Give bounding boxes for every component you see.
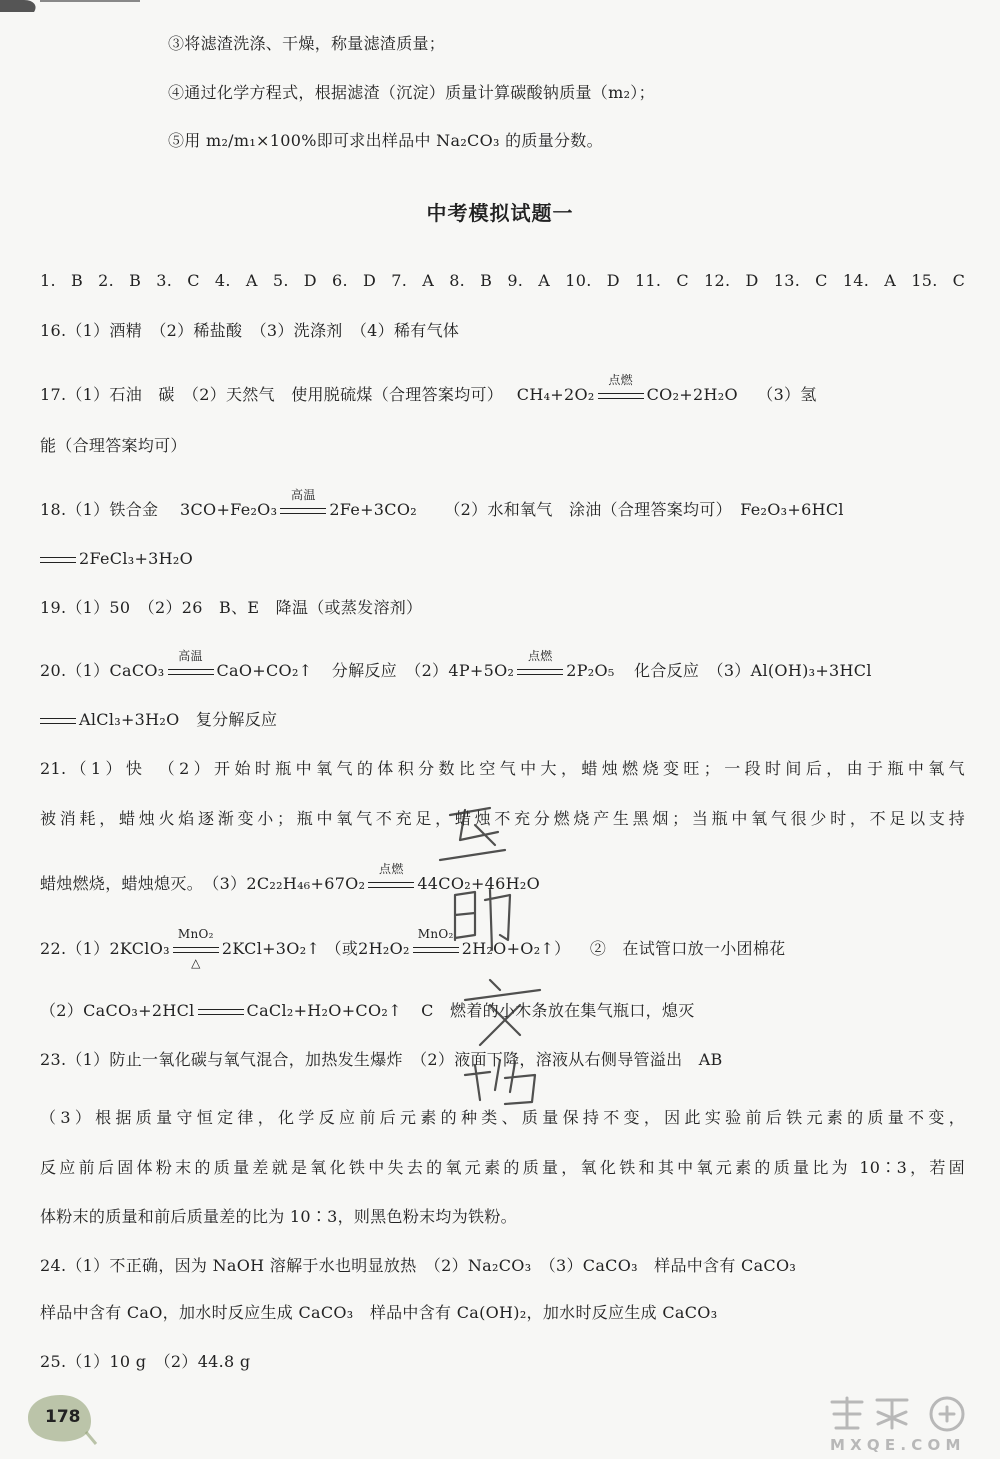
equation-20a-right: CaO+CO₂↑ (216, 661, 313, 680)
mc-answer: 14. A (842, 271, 897, 290)
reaction-catalyst: MnO₂ (417, 927, 454, 941)
section-title: 中考模拟试题一 (426, 201, 574, 225)
answer-18-line1 (40, 488, 965, 521)
reaction-arrow (280, 488, 326, 521)
equation-20a-left: CaCO₃ (109, 661, 165, 680)
answer-21-line2: 被消耗，蜡烛火焰逐渐变小；瓶中氧气不充足，蜡烛不充分燃烧产生黑烟；当瓶中氧气很少时，不足以支持 (40, 809, 965, 828)
handwritten-watermark (420, 800, 560, 1110)
reaction-catalyst: MnO₂ (177, 927, 214, 941)
mc-answer: 1. B (40, 271, 84, 290)
mc-answer: 7. A (391, 271, 435, 290)
equation-22c-left: CaCO₃+2HCl (83, 1001, 195, 1020)
reaction-arrow (168, 649, 214, 682)
answer-22-text-c: ② 在试管口放一小团棉花 (589, 939, 786, 958)
mc-answer: 12. D (704, 271, 759, 290)
equation-22b-left: 2H₂O₂ (358, 939, 410, 958)
equation-21-right: 44CO₂+46H₂O (417, 874, 541, 893)
mc-answer: 8. B (449, 271, 493, 290)
equation-18-right: 2Fe+3CO₂ (329, 500, 417, 519)
step-5: ⑤用 m₂/m₁×100%即可求出样品中 Na₂CO₃ 的质量分数。 (168, 131, 603, 150)
answer-22-text-a: 22.（1） (40, 939, 110, 958)
equation-18-left: 3CO+Fe₂O₃ (180, 500, 278, 519)
reaction-condition: 点燃 (527, 649, 553, 663)
mc-answer: 2. B (98, 271, 142, 290)
reaction-condition: 点燃 (608, 373, 633, 387)
mc-answer: 3. C (156, 271, 200, 290)
corner-decoration (0, 0, 140, 14)
answer-22-text-b: （或 (325, 939, 359, 958)
reaction-heat-symbol: △ (191, 956, 201, 970)
mc-answer: 6. D (332, 271, 377, 290)
answer-23-line1: 23.（1）防止一氧化碳与氧气混合，加热发生爆炸 （2）液面下降，溶液从右侧导管溢出 AB (40, 1050, 723, 1069)
answer-20-line1 (40, 649, 965, 682)
mc-answer: 9. A (507, 271, 551, 290)
reaction-arrow (517, 649, 563, 682)
answer-17-text-a: 17.（1）石油 碳 （2）天然气 使用脱硫煤（合理答案均可） (40, 385, 512, 404)
reaction-arrow (40, 548, 76, 570)
answer-20-text-a: 20.（1） (40, 661, 110, 680)
answer-17-text-b: （3）氢 (757, 385, 817, 404)
svg-text:M X Q E . C O M: M X Q E . C O M (830, 1436, 961, 1454)
answer-20-text-b: 分解反应 （2） (331, 661, 449, 680)
answer-24-line1: 24.（1）不正确，因为 NaOH 溶解于水也明显放热 （2）Na₂CO₃ （3）CaCO₃ 样品中含有 CaCO₃ (40, 1256, 797, 1275)
equation-22a-right: 2KCl+3O₂↑ (221, 939, 321, 958)
equation-20b-left: 4P+5O₂ (448, 661, 515, 680)
answer-17-line1 (40, 373, 965, 406)
step-4: ④通过化学方程式，根据滤渣（沉淀）质量计算碳酸钠质量（m₂）； (168, 83, 655, 102)
answer-18-text-b: （2）水和氧气 涂油（合理答案均可） Fe₂O₃+6HCl (444, 500, 844, 519)
answer-20-line2 (40, 709, 965, 731)
answer-21-line1: 21.（1）快 （2）开始时瓶中氧气的体积分数比空气中大，蜡烛燃烧变旺；一段时间后，由于瓶中氧气 (40, 759, 965, 778)
equation-20c-right: AlCl₃+3H₂O 复分解反应 (79, 710, 278, 729)
answer-21-text: 蜡烛燃烧，蜡烛熄灭。 （3） (40, 874, 247, 893)
equation-21-left: 2C₂₂H₄₆+67O₂ (246, 874, 366, 893)
answer-18-line2 (40, 548, 965, 570)
answer-18-text-a: 18.（1）铁合金 (40, 500, 175, 519)
reaction-condition: 点燃 (379, 862, 404, 876)
mc-answer: 13. C (773, 271, 828, 290)
answer-22-text-e: C 燃着的小木条放在集气瓶口，熄灭 (421, 1001, 695, 1020)
equation-17-right: CO₂+2H₂O (646, 385, 738, 404)
reaction-condition: 高温 (178, 649, 203, 663)
reaction-arrow (598, 373, 644, 406)
answer-22-text-d: （2） (40, 1001, 84, 1020)
answer-17-line2: 能（合理答案均可） (40, 436, 187, 455)
answer-23-line4: 体粉末的质量和前后质量差的比为 10∶3，则黑色粉末均为铁粉。 (40, 1207, 517, 1226)
equation-20b-right: 2P₂O₅ (566, 661, 615, 680)
equation-22a-left: 2KClO₃ (109, 939, 170, 958)
answer-24-line2: 样品中含有 CaO，加水时反应生成 CaCO₃ 样品中含有 Ca(OH)₂，加水时反应生成 CaCO₃ (40, 1303, 718, 1322)
site-logo-watermark (822, 1394, 992, 1456)
answer-23-line2: （3）根据质量守恒定律，化学反应前后元素的种类、质量保持不变，因此实验前后铁元素的质量不变， (40, 1108, 965, 1127)
equation-18b-right: 2FeCl₃+3H₂O (79, 549, 194, 568)
answer-25: 25.（1）10 g （2）44.8 g (40, 1352, 251, 1371)
mc-answer: 5. D (272, 271, 317, 290)
step-3: ③将滤渣洗涤、干燥，称量滤渣质量； (168, 34, 446, 53)
reaction-arrow (173, 927, 219, 970)
reaction-arrow (198, 1000, 244, 1022)
answer-19: 19.（1）50 （2）26 B、E 降温（或蒸发溶剂） (40, 598, 423, 617)
answer-20-text-c: 化合反应 （3）Al(OH)₃+3HCl (634, 661, 872, 680)
mc-answer: 10. D (565, 271, 620, 290)
equation-22b-right: 2H₂O+O₂↑） (461, 939, 571, 958)
equation-17-left: CH₄+2O₂ (516, 385, 595, 404)
page-number: 178 (45, 1407, 81, 1427)
reaction-condition: 高温 (291, 488, 316, 502)
equation-22c-right: CaCl₂+H₂O+CO₂↑ (246, 1001, 402, 1020)
answer-23-line3: 反应前后固体粉末的质量差就是氧化铁中失去的氧元素的质量，氧化铁和其中氧元素的质量比为 10∶3，若固 (40, 1158, 965, 1177)
reaction-arrow (40, 709, 76, 731)
mc-answer: 4. A (214, 271, 258, 290)
mc-answer: 11. C (634, 271, 689, 290)
mc-answers-row (40, 270, 965, 292)
answer-16: 16.（1）酒精 （2）稀盐酸 （3）洗涤剂 （4）稀有气体 (40, 321, 460, 340)
mc-answer: 15. C (911, 271, 966, 290)
reaction-arrow (368, 862, 414, 895)
